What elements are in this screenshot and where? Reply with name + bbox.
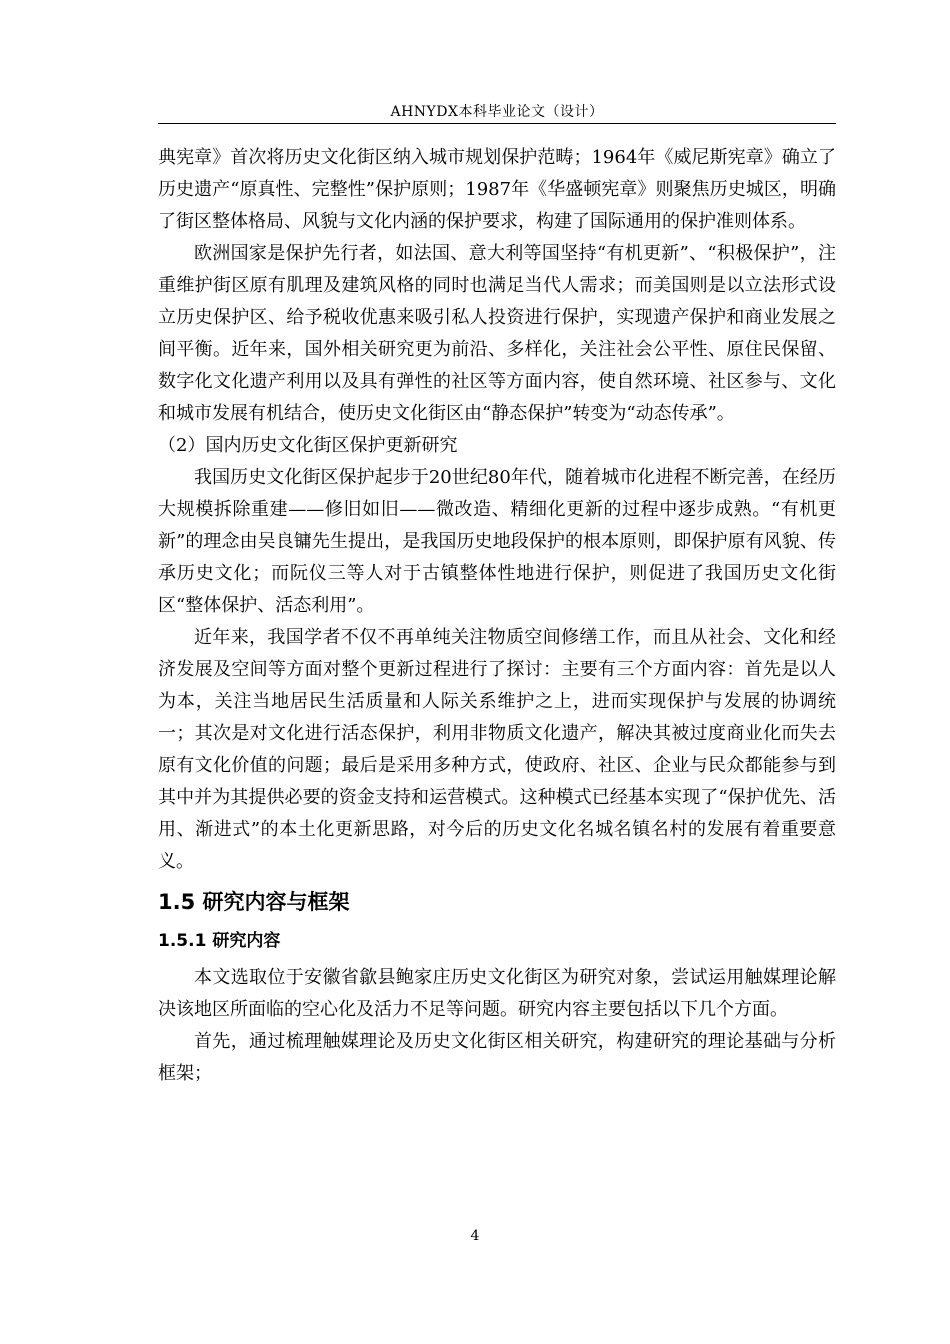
paragraph-research-object: 本文选取位于安徽省歙县鲍家庄历史文化街区为研究对象，尝试运用触媒理论解决该地区所面临的空心化及活力不足等问题。研究内容主要包括以下几个方面。 — [158, 967, 836, 1020]
header-rule — [158, 123, 836, 124]
paragraph-foreign-research: 欧洲国家是保护先行者，如法国、意大利等国坚持“有机更新”、“积极保护”，注重维护街区原有肌理及建筑风格的同时也满足当代人需求；而美国则是以立法形式设立历史保护区、给予税收优惠来吸引私人投资进行保护，实现遗产保护和商业发展之间平衡。近年来，国外相关研究更为前沿、多样化，关注社会公平性、原住民保留、数字化文化遗产利用以及具有弹性的社区等方面内容，使自然环境、社区参与、文化和城市发展有机结合，使历史文化街区由“静态保护”转变为“动态传承”。 — [158, 243, 836, 424]
section-heading-1-5-1: 1.5.1 研究内容 — [158, 931, 281, 951]
paragraph-domestic-history: 我国历史文化街区保护起步于20世纪80年代，随着城市化进程不断完善，在经历大规模拆除重建——修旧如旧——微改造、精细化更新的过程中逐步成熟。“有机更新”的理念由吴良镛先生提出，是我国历史地段保护的根本原则，即保护原有风貌、传承历史文化；而阮仪三等人对于古镇整体性地进行保护，则促进了我国历史文化街区“整体保护、活态利用”。 — [158, 467, 836, 616]
section-heading-1-5: 1.5 研究内容与框架 — [158, 890, 350, 914]
document-body — [158, 142, 836, 1090]
page-number: 4 — [470, 1228, 480, 1244]
paragraph-first-step: 首先，通过梳理触媒理论及历史文化街区相关研究，构建研究的理论基础与分析框架； — [158, 1031, 836, 1084]
paragraph-charters: 典宪章》首次将历史文化街区纳入城市规划保护范畴；1964年《威尼斯宪章》确立了历史遗产“原真性、完整性”保护原则；1987年《华盛顿宪章》则聚焦历史城区，明确了街区整体格局、风貌与文化内涵的保护要求，构建了国际通用的保护准则体系。 — [158, 147, 836, 232]
paragraph-recent-domestic: 近年来，我国学者不仅不再单纯关注物质空间修缮工作，而且从社会、文化和经济发展及空间等方面对整个更新过程进行了探讨：主要有三个方面内容：首先是以人为本，关注当地居民生活质量和人际关系维护之上，进而实现保护与发展的协调统一；其次是对文化进行活态保护，利用非物质文化遗产，解决其被过度商业化而失去原有文化价值的问题；最后是采用多种方式，使政府、社区、企业与民众都能参与到其中并为其提供必要的资金支持和运营模式。这种模式已经基本实现了“保护优先、活用、渐进式”的本土化更新思路，对今后的历史文化名城名镇名村的发展有着重要意义。 — [158, 627, 836, 872]
subheading-domestic-research: （2）国内历史文化街区保护更新研究 — [158, 435, 458, 456]
page-header: AHNYDX本科毕业论文（设计） — [390, 104, 604, 120]
